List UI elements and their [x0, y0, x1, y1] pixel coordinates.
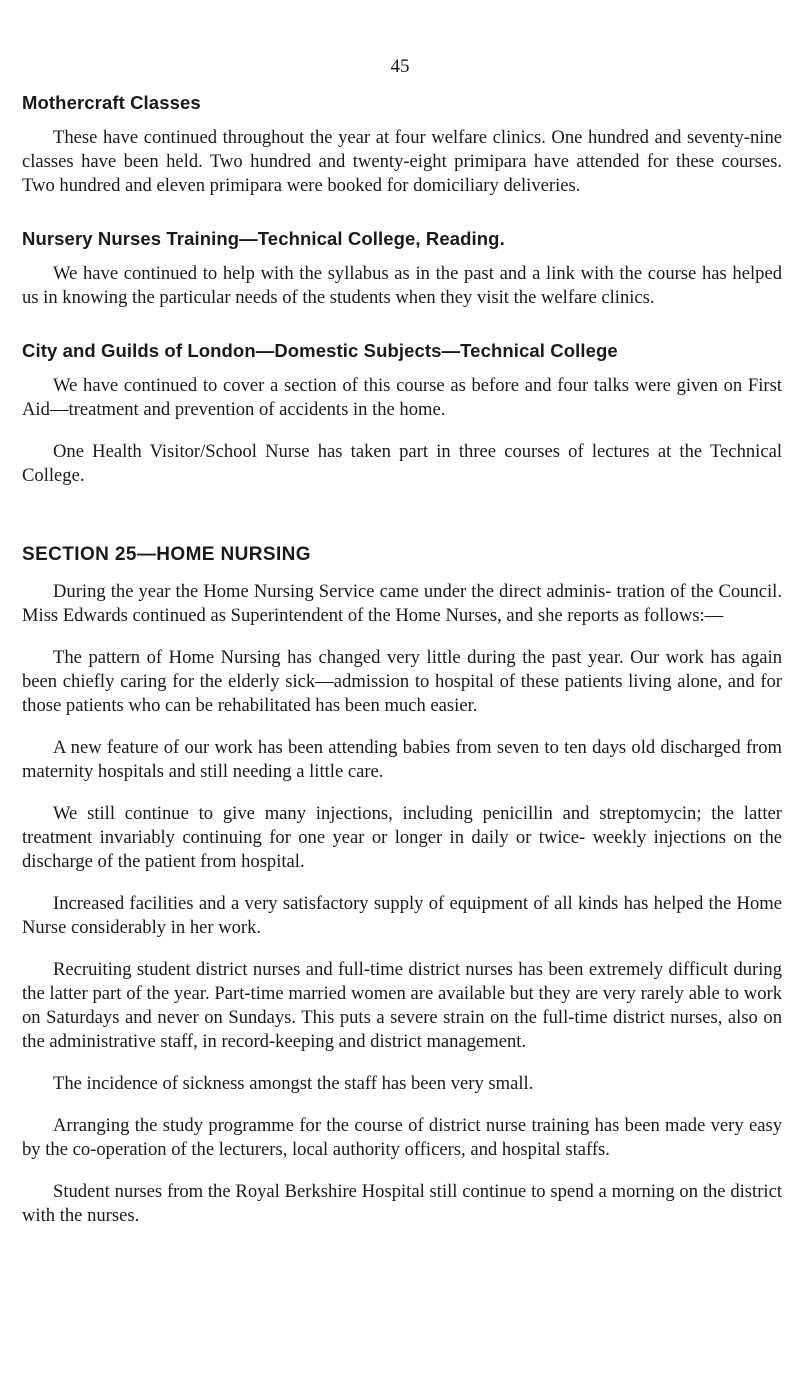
heading-mothercraft-classes: Mothercraft Classes	[22, 92, 201, 113]
heading-nursery-nurses-training: Nursery Nurses Training—Technical College, Reading.	[22, 228, 505, 249]
document-body	[22, 92, 782, 1246]
paragraph: The incidence of sickness amongst the staff has been very small.	[53, 1073, 534, 1094]
heading-city-and-guilds: City and Guilds of London—Domestic Subjects—Technical College	[22, 340, 618, 361]
heading-section-25-home-nursing: SECTION 25—HOME NURSING	[22, 544, 311, 565]
paragraph: One Health Visitor/School Nurse has taken part in three courses of lectures at the Technical College.	[22, 441, 782, 486]
paragraph: We still continue to give many injections, including penicillin and streptomycin; the latter treatment invariably continuing for one year or longer in daily or twice- weekly injections on the discharge of the patient from hospital.	[22, 803, 782, 872]
paragraph: A new feature of our work has been attending babies from seven to ten days old discharged from maternity hospitals and still needing a little care.	[22, 737, 782, 782]
page-number: 45	[390, 56, 410, 77]
paragraph: We have continued to help with the syllabus as in the past and a link with the course has helped us in knowing the particular needs of the students when they visit the welfare clinics.	[22, 263, 782, 308]
paragraph: Arranging the study programme for the course of district nurse training has been made very easy by the co-operation of the lecturers, local authority officers, and hospital staffs.	[22, 1115, 782, 1160]
paragraph: During the year the Home Nursing Service came under the direct adminis- tration of the Council. Miss Edwards continued as Superintendent of the Home Nurses, and she reports as follows:—	[22, 581, 782, 626]
paragraph: The pattern of Home Nursing has changed very little during the past year. Our work has again been chiefly caring for the elderly sick—admission to hospital of these patients living alone, and for those patients who can be rehabilitated has been much easier.	[22, 647, 782, 716]
paragraph: Recruiting student district nurses and full-time district nurses has been extremely difficult during the latter part of the year. Part-time married women are available but they are very rarely able to work on Saturdays and never on Sundays. This puts a severe strain on the full-time district nurses, also on the administrative staff, in record-keeping and district management.	[22, 959, 782, 1052]
paragraph: Increased facilities and a very satisfactory supply of equipment of all kinds has helped the Home Nurse considerably in her work.	[22, 893, 782, 938]
paragraph: We have continued to cover a section of this course as before and four talks were given on First Aid—treatment and prevention of accidents in the home.	[22, 375, 782, 420]
paragraph: Student nurses from the Royal Berkshire Hospital still continue to spend a morning on the district with the nurses.	[22, 1181, 782, 1226]
paragraph: These have continued throughout the year at four welfare clinics. One hundred and seventy-nine classes have been held. Two hundred and twenty-eight primipara have attended for these courses. Two hundred and eleven primipara were booked for domiciliary deliveries.	[22, 127, 782, 196]
